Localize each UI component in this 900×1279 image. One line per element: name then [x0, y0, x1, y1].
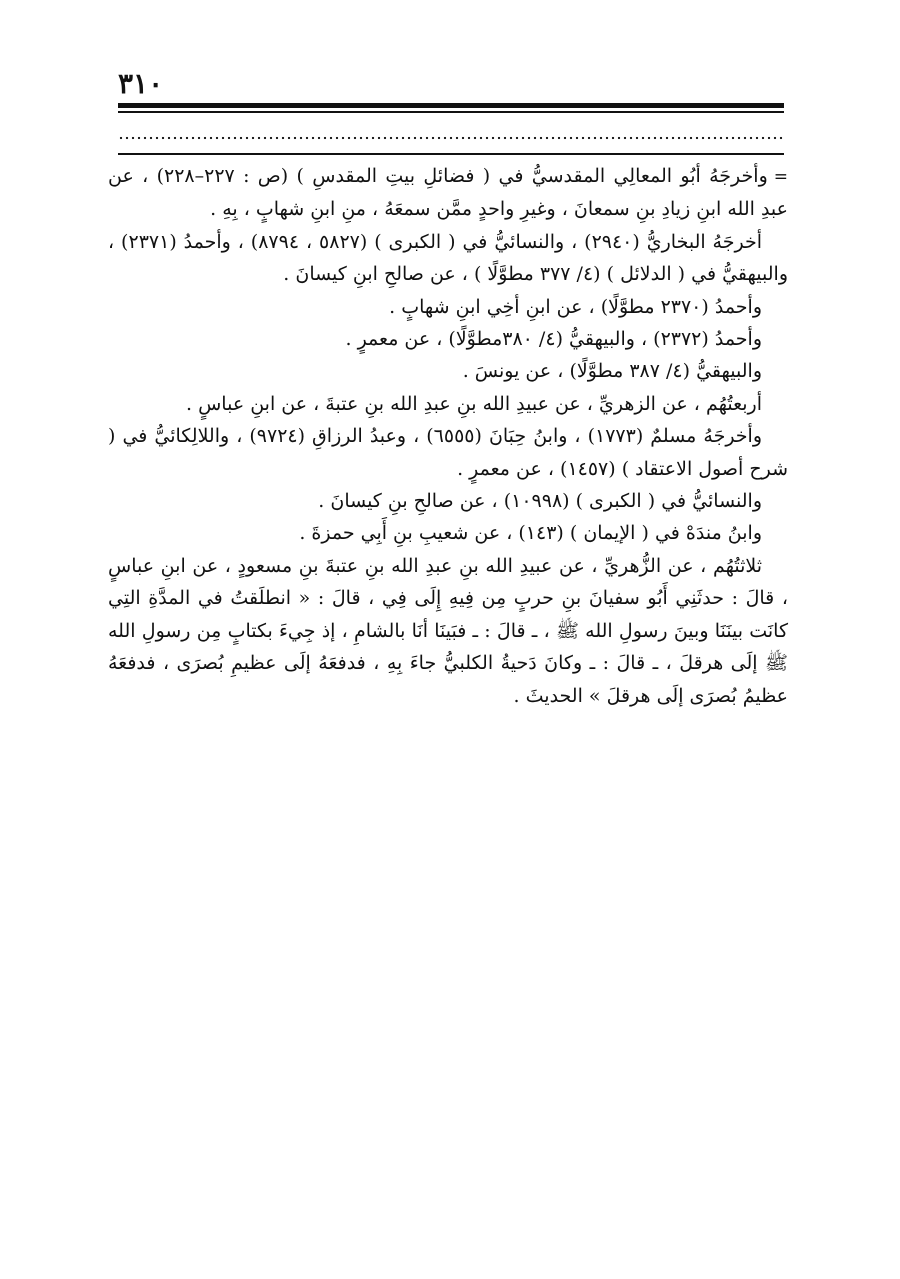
footnote-paragraph-4: وأحمدُ (٢٣٧٢) ، والبيهقيُّ (٤/ ٣٨٠مطوَّلًا) ، عن معمرٍ .: [345, 328, 762, 351]
paragraph-text: وأخرجَهُ أبُو المعالِي المقدسيُّ في ( فضائلِ بيتِ المقدسِ ) (ص : ٢٢٧–٢٢٨) ، عن عبدِ الله ابنِ زيادِ بنِ سمعانَ ، وغيرِ واحدٍ ممَّن سمعَهُ ، منِ ابنِ شهابٍ ، بِهِ .: [108, 165, 788, 221]
header-rule-thin: [118, 111, 784, 113]
footnote-paragraph-7: وأخرجَهُ مسلمٌ (١٧٧٣) ، وابنُ حِبَانَ (٦٥٥٥) ، وعبدُ الرزاقِ (٩٧٢٤) ، واللالِكائيُّ في ( شرح أصول الاعتقاد ) (١٤٥٧) ، عن معمرٍ .: [108, 425, 788, 480]
footnote-text-block: [108, 160, 788, 712]
footnote-paragraph-6: أربعتُهُم ، عن الزهريِّ ، عن عبيدِ الله بنِ عبدِ الله بنِ عتبةَ ، عن ابنِ عباسٍ .: [186, 392, 762, 415]
footnote-paragraph-2: أخرجَهُ البخاريُّ (٢٩٤٠) ، والنسائيُّ في ( الكبرى ) (٥٨٢٧ ، ٨٧٩٤) ، وأحمدُ (٢٣٧١) ، والبيهقيُّ في ( الدلائل ) (٤/ ٣٧٧ مطوَّلًا ) ، عن صالحِ ابنِ كيسانَ .: [108, 230, 788, 286]
footnote-paragraph-8: والنسائيُّ في ( الكبرى ) (١٠٩٩٨) ، عن صالحِ بنِ كيسانَ .: [318, 490, 762, 513]
page-number: ٣١٠: [118, 67, 164, 100]
footnote-paragraph-10: ثلاثتُهُم ، عن الزُّهريِّ ، عن عبيدِ الله بنِ عبدِ الله بنِ عتبةَ بنِ مسعودٍ ، عن ابنِ عباسٍ ، قالَ : حدثَنِي أَبُو سفيانَ بنِ حربٍ مِن فِيهِ إِلَى فِي ، قالَ : « انطلَقتُ في المدَّةِ التِي كانَت بينَنَا وبينَ رسولِ الله ﷺ ، ـ قالَ : ـ فبَينَا أنَا بالشامِ ، إذ جِيءَ بكتابٍ مِن رسولِ الله ﷺ إلَى هرقلَ ، ـ قالَ : ـ وكانَ دَحيةُ الكلبيُّ جاءَ بِهِ ، فدفعَهُ إلَى عظيمِ بُصرَى ، فدفعَهُ عظيمُ بُصرَى إلَى هرقلَ » الحديثَ .: [108, 554, 788, 707]
continuation-marker: =: [773, 167, 788, 187]
footnote-paragraph-3: وأحمدُ (٢٣٧٠ مطوَّلًا) ، عن ابنِ أخِي ابنِ شهابٍ .: [389, 295, 762, 318]
header-rule-thick: [118, 103, 784, 108]
footnote-paragraph-9: وابنُ مندَهْ في ( الإيمان ) (١٤٣) ، عن شعيبِ بنِ أَبِي حمزةَ .: [299, 522, 762, 545]
footnote-separator-line: [118, 153, 784, 155]
footnote-paragraph-5: والبيهقيُّ (٤/ ٣٨٧ مطوَّلًا) ، عن يونسَ .: [462, 360, 762, 383]
footnote-paragraph-1: [108, 160, 788, 226]
footnote-separator-dots: [118, 136, 784, 140]
